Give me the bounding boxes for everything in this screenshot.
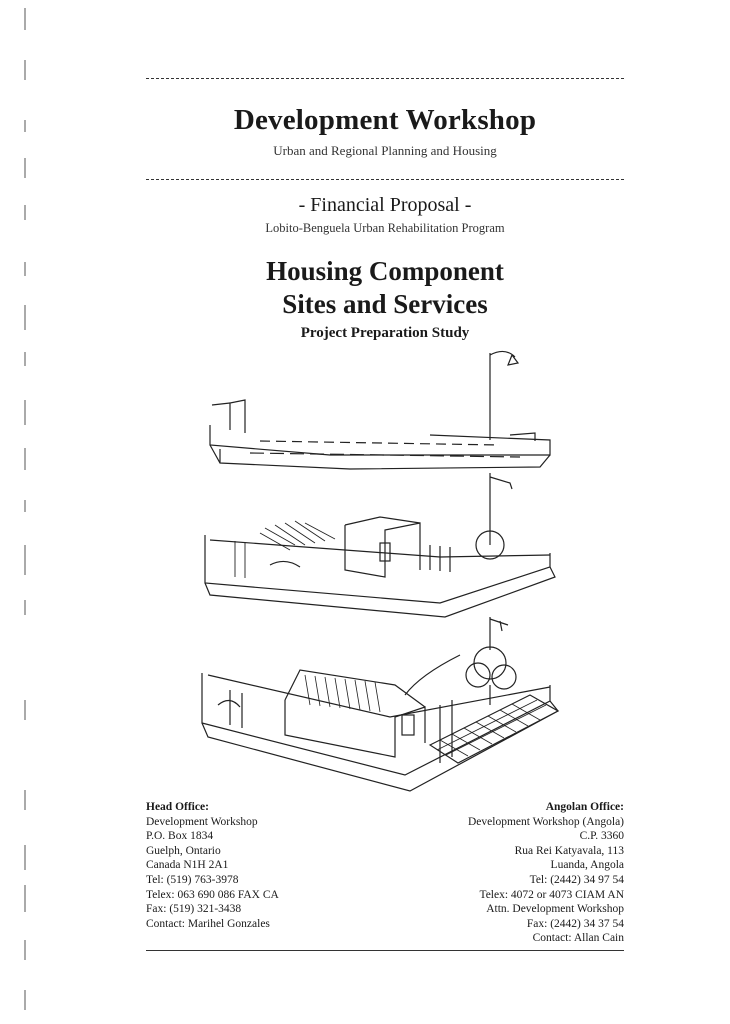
header-dashed-rule xyxy=(146,179,624,180)
head-office-line: Contact: Marihel Gonzales xyxy=(146,917,270,930)
head-office-line: Guelph, Ontario xyxy=(146,844,221,857)
proposal-title: - Financial Proposal - xyxy=(298,194,472,216)
head-office-line: Telex: 063 690 086 FAX CA xyxy=(146,888,279,901)
angolan-office-line: Attn. Development Workshop xyxy=(486,903,624,916)
angolan-office-line: Luanda, Angola xyxy=(550,859,624,872)
head-office-line: Fax: (519) 321-3438 xyxy=(146,903,242,916)
org-tagline: Urban and Regional Planning and Housing xyxy=(273,143,497,158)
scan-edge-marks xyxy=(22,0,28,1024)
angolan-office-line: Development Workshop (Angola) xyxy=(468,815,624,828)
angolan-office-line: Contact: Allan Cain xyxy=(532,932,624,945)
head-office-line: P.O. Box 1834 xyxy=(146,830,214,843)
angolan-office-line: Tel: (2442) 34 97 54 xyxy=(529,873,624,886)
head-office-line: Canada N1H 2A1 xyxy=(146,859,229,872)
study-subtitle: Project Preparation Study xyxy=(300,325,470,341)
angolan-office-heading: Angolan Office: xyxy=(545,801,624,813)
angolan-office-block xyxy=(468,800,624,946)
head-office-heading: Head Office: xyxy=(146,801,209,813)
component-title xyxy=(146,255,624,321)
angolan-office-line: C.P. 3360 xyxy=(579,830,624,843)
head-office-line: Development Workshop xyxy=(146,815,258,828)
head-office-block xyxy=(146,800,279,931)
component-title-line-1: Housing Component xyxy=(266,256,504,286)
angolan-office-line: Rua Rei Katyavala, 113 xyxy=(514,844,624,857)
program-name: Lobito-Benguela Urban Rehabilitation Program xyxy=(265,221,505,235)
angolan-office-line: Telex: 4072 or 4073 CIAM AN xyxy=(479,888,624,901)
head-office-line: Tel: (519) 763-3978 xyxy=(146,873,239,886)
org-name: Development Workshop xyxy=(233,104,537,136)
exploded-site-layers-illustration xyxy=(190,345,570,805)
angolan-office-line: Fax: (2442) 34 37 54 xyxy=(526,917,624,930)
component-title-line-2: Sites and Services xyxy=(282,289,488,319)
top-dashed-rule xyxy=(146,78,624,79)
footer-rule xyxy=(146,950,624,951)
